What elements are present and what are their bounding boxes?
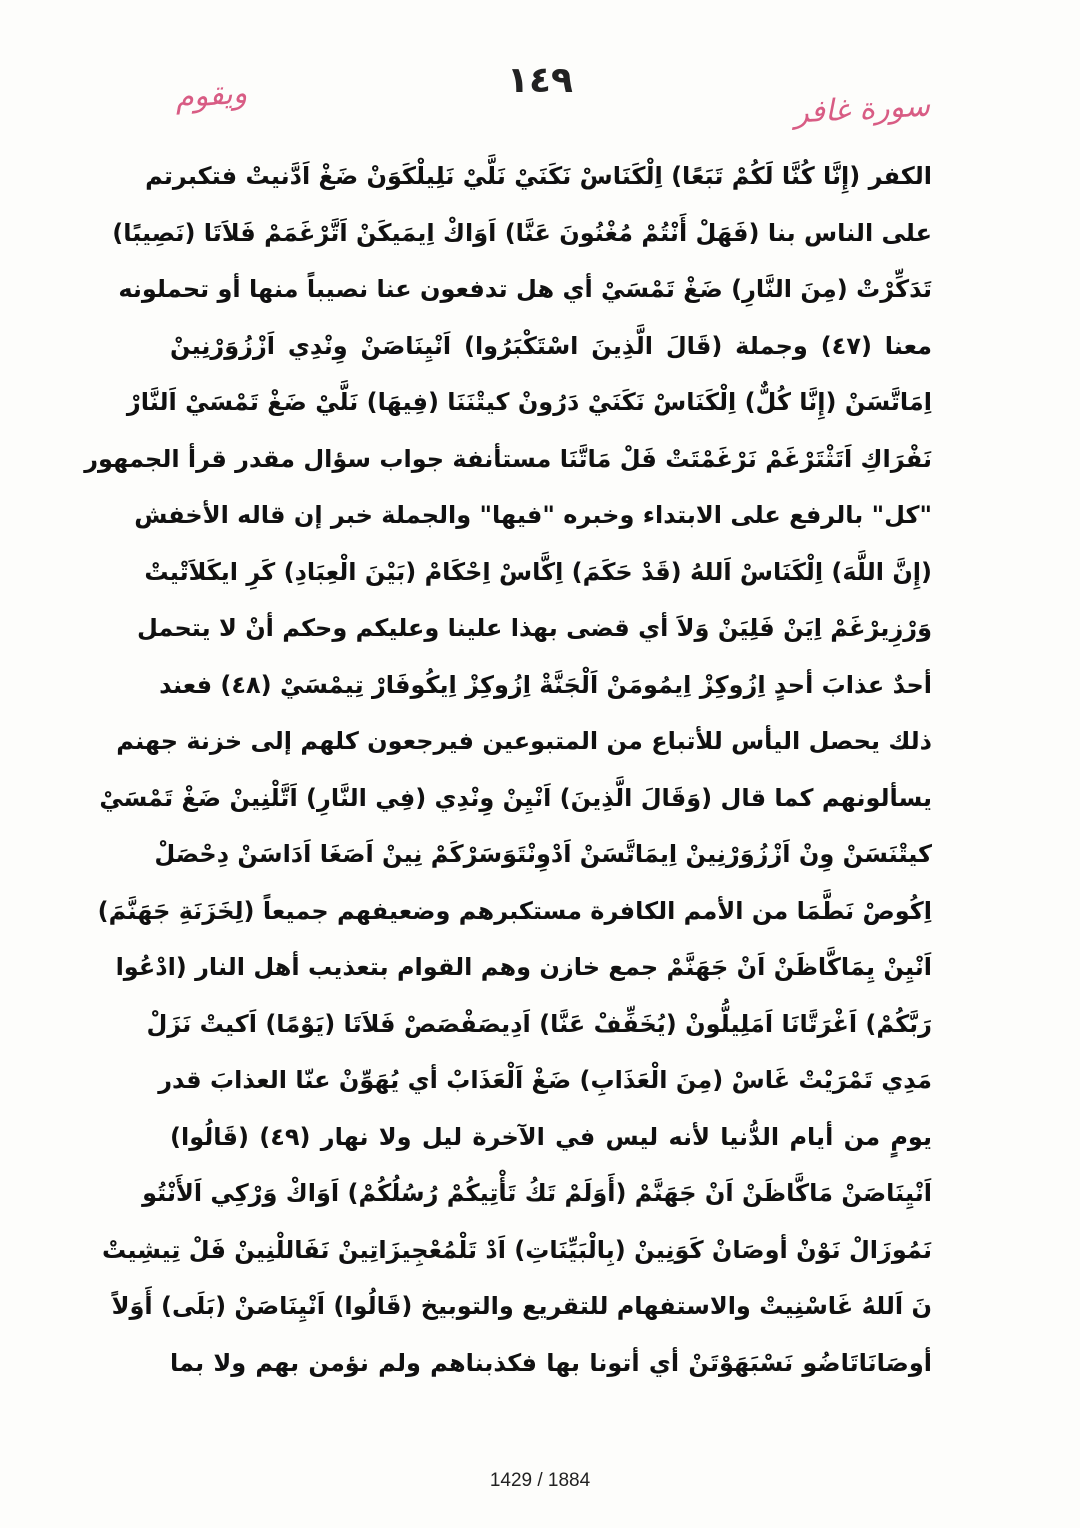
text-line: نَمُوزَالْ نَوْنْ أوصَانْ كَوَنِينْ (بِالْبَيِّنَاتِ) اَدْ تَلْمُعْجِيزَاتِينْ نَفَاللْنِينْ فَلْ تِيشِيتْ xyxy=(101,1235,932,1264)
page-number: ١٤٩ xyxy=(507,60,573,101)
text-line: يومٍ من أيام الدُّنيا لأنه ليس في الآخرة ليل ولا نهار (٤٩) (قَالُوا) xyxy=(170,1122,932,1151)
text-line: أوصَانَاتَاضُو نَسْبَهَوْتَنْ أي أتونا بها فكذبناهم ولم نؤمن بهم ولا بما xyxy=(170,1348,932,1377)
text-line: الكفر (إِنَّا كُنَّا لَكُمْ تَبَعًا) اِلْكَنَاسْ نَكَنَيْ نَلَّيْ نَلِيلْكَوَنْ ضَغْ اَدَّنيتْ فتكبرتم xyxy=(145,162,932,190)
text-line: معنا (٤٧) وجملة (قَالَ الَّذِينَ اسْتَكْبَرُوا) اَنْيِنَاصَنْ وِنْدِي اَزْزُوَرْنِينْ xyxy=(170,331,933,360)
body-text xyxy=(84,148,933,1391)
text-line: ذلك يحصل اليأس للأتباع من المتبوعين فيرجعون كلهم إلى خزنة جهنم xyxy=(116,727,932,755)
text-line: رَبَّكُمْ) اَغْرَتَّانَا اَمَلِيلُّونْ (يُخَفِّفْ عَنَّا) اَدِيصَفْصَصْ فَلاَتَا (يَوْمًا) اَكيتْ نَزَلْ xyxy=(146,1009,932,1038)
text-line: نَ اَللهُ غَاسْنِيتْ والاستفهام للتقريع والتوبيخ (قَالُوا) اَنْيِنَاصَنْ (بَلَى) أَوَلاً xyxy=(111,1292,932,1320)
text-line: على الناس بنا (فَهَلْ أَنْتُمْ مُغْنُونَ عَنَّا) اَوَاكْ اِيمَيكَنْ اَتَّرْغَمَمْ فَلاَتَا (نَصِيبًا) xyxy=(112,218,932,247)
text-line: يسألونهم كما قال (وَقَالَ الَّذِينَ) اَنْيِنْ وِنْدِي (فِي النَّارِ) اَتَّلْنِينْ ضَغْ تَمْسَيْ xyxy=(99,783,932,812)
text-line: تَدَكِّرْتْ (مِنَ النَّارِ) ضَغْ تَمْسَيْ أي هل تدفعون عنا نصيباً منها أو تحملونه xyxy=(118,275,932,303)
handwritten-note-left: ويقوم xyxy=(173,75,249,116)
text-line: اِكُوصْ نَطَّمَا من الأمم الكافرة مستكبرهم وضعيفهم جميعاً (لِخَزَنَةِ جَهَنَّمَ) xyxy=(97,896,932,925)
text-line: وَرْزِيرْغَمْ اِيَنْ فَلِيَنْ وَلاَ أي قضى بهذا علينا وعليكم وحكم أنْ لا يتحمل xyxy=(137,614,932,642)
pagination-indicator: 1429 / 1884 xyxy=(489,1470,591,1491)
text-line: كيتْنَسَنْ وِنْ اَزْزُوَرْنِينْ اِيمَاتَّسَنْ اَدْوِنْتَوَسَرْكَمْ نِينْ اَصَغَا اَدَاسَنْ دِحْصَلْ xyxy=(154,840,932,868)
text-line: اَنْيِنْ يِمَاكَّاظَنْ اَنْ جَهَنَّمْ جمع خازن وهم القوام بتعذيب أهل النار (ادْعُوا xyxy=(115,953,932,981)
text-line: مَدِي تَمْرَيْتْ غَاسْ (مِنَ الْعَذَابِ) ضَغْ اَلْعَذَابْ أي يُهَوِّنْ عنّا العذابَ قدر xyxy=(158,1066,932,1094)
text-line: (إِنَّ اللَّهَ) اِلْكَنَاسْ اَللهُ (قَدْ حَكَمَ) اِكَّاسْ اِحْكَامْ (بَيْنَ الْعِبَادِ) كَرِ ايكَلاَتْيتْ xyxy=(144,557,932,586)
text-line: "كل" بالرفع على الابتداء وخبره "فيها" والجملة خبر إن قاله الأخفش xyxy=(134,501,932,529)
text-line: أحدٌ عذابَ أحدٍ اِزُوكِزْ اِيمُومَنْ اَلْجَنَّةْ اِزُوكِزْ اِيكُوفَارْ تِيمْسَيْ (٤٨) فعند xyxy=(159,670,932,699)
text-line: اَنْيِنَاصَنْ مَاكَّاظَنْ اَنْ جَهَنَّمْ (أَوَلَمْ تَكُ تَأْتِيكُمْ رُسُلُكُمْ) اَوَاكْ وَرْكِي اَلأَنْتُو xyxy=(142,1179,932,1207)
handwritten-note-right: سورة غافر xyxy=(793,88,931,131)
text-line: نَفْرَاكِ اَتَثْتَرْغَمْ نَرْغَمْتَتْ فَلْ مَاتَّنَا مستأنفة جواب سؤال مقدر قرأ الجمهور xyxy=(84,444,932,473)
text-line: اِمَاتَّسَنْ (إِنَّا كُلٌّ) اِلْكَنَاسْ نَكَنَيْ دَرُونْ كيتْنَنَا (فِيهَا) نَلَّيْ ضَغْ تَمْسَيْ اَلنَّارْ xyxy=(126,388,932,416)
